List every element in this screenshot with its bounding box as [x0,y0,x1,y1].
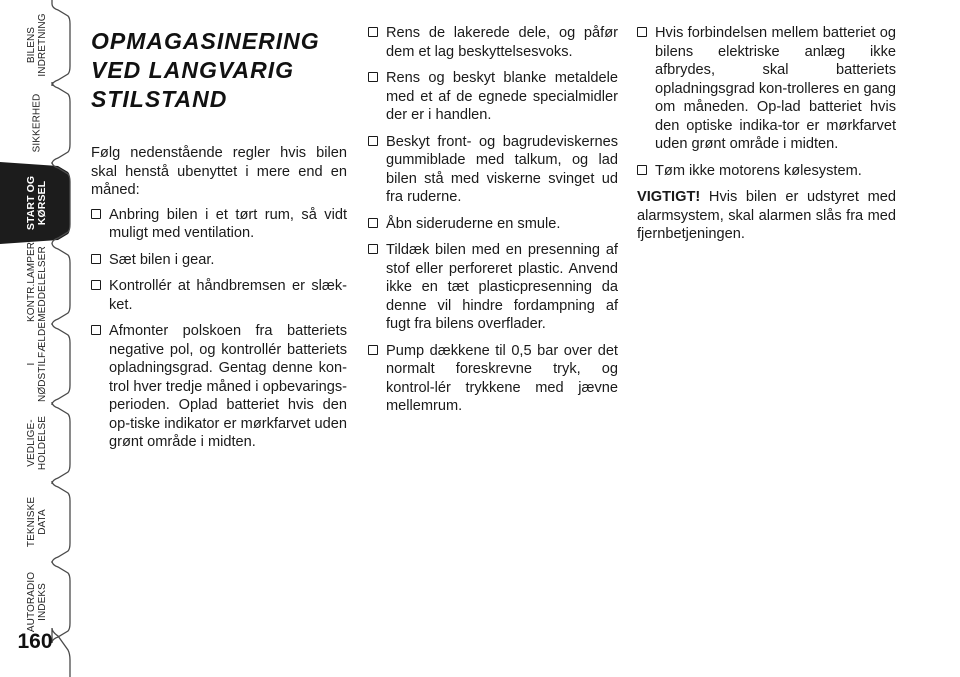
checkbox-bullet-icon [91,280,101,290]
checklist-item [91,277,347,314]
tab-tekniske-data[interactable] [0,483,74,561]
page-title [91,27,347,114]
checkbox-bullet-icon [91,325,101,335]
item-text: Afmonter polskoen fra batteriets negative pol, og kontrollér batteriets opladningsgrad. Gentag denne kon-trol hver tredje måned i opbevarings-perioden. Oplad batteriet hvis den op-tiske indikator er mørkfarvet uden grønt område i midten. [109,323,347,450]
item-text: Kontrollér at håndbremsen er slæk-ket. [109,278,347,313]
checklist-item [91,322,347,452]
tab-kontr-lamper[interactable] [0,241,74,323]
item-text: Beskyt front- og bagrudeviskernes gummiblade med talkum, og lad bilen stå med viskerne svinget ud fra ruderne. [386,133,618,205]
item-text: Åbn sideruderne en smule. [386,215,561,232]
item-text: Sæt bilen i gear. [109,251,215,268]
checklist-item [91,206,347,243]
page-number: 160 [17,630,53,653]
checkbox-bullet-icon [637,27,647,37]
title-line: VED LANGVARIG [91,57,294,83]
tab-label: KONTR.LAMPER MEDDELELSER [26,241,48,322]
warning-note [637,188,896,244]
tab-label: TEKNISKE DATA [26,496,48,548]
warning-text: Hvis bilen er udstyret med alarmsystem, skal alarmen slås fra med fjernbetjeningen. [637,189,896,242]
checklist-item [368,24,618,61]
checklist-item [637,24,896,154]
item-text: Tøm ikke motorens kølesystem. [655,162,862,179]
tab-label: VEDLIGE- HOLDELSE [26,415,48,471]
title-line: STILSTAND [91,86,228,112]
checkbox-bullet-icon [368,27,378,37]
item-text: Anbring bilen i et tørt rum, så vidt muligt med ventilation. [109,206,347,241]
tab-vedligeholdelse[interactable] [0,404,74,482]
tab-label: AUTORADIO INDEKS [26,571,48,633]
item-text: Rens de lakerede dele, og påfør dem et lag beskyttelsesvoks. [386,25,618,60]
tab-label: I NØDSTILFÆLDE [26,321,48,402]
checkbox-bullet-icon [368,136,378,146]
content-column-2 [368,24,618,424]
checklist-item [91,251,347,270]
title-line: OPMAGASINERING [91,28,320,54]
checklist-item [637,162,896,181]
item-text: Hvis forbindelsen mellem batteriet og bilens elektriske anlæg ikke afbrydes, skal batteriets opladningsgrad kon-trolleres en gang om måneden. Op-lad batteriet hvis den optiske indika-tor er mørkfarvet uden grønt område i midten. [655,25,896,152]
checklist-item [368,215,618,234]
checkbox-bullet-icon [368,218,378,228]
section-tab-strip [0,0,74,677]
checkbox-bullet-icon [368,345,378,355]
tab-sikkerhed[interactable] [0,84,74,162]
content-column-3 [637,24,896,258]
checklist-item [368,241,618,334]
tab-label: START OG KØRSEL [25,175,48,231]
tab-label: SIKKERHED [31,93,43,153]
tab-start-og-korsel[interactable] [0,164,74,242]
item-text: Rens og beskyt blanke metaldele med et af de egnede specialmidler der er i handlen. [386,70,618,123]
content-column-1 [91,24,347,460]
item-text: Tildæk bilen med en presenning af stof eller perforeret plastic. Anvend ikke en tæt plasticpresenning da denne vil hindre fordampning af fugt fra bilens overflader. [386,242,618,332]
checkbox-bullet-icon [91,254,101,264]
checkbox-bullet-icon [637,165,647,175]
checklist-item [368,133,618,207]
warning-label: VIGTIGT! [637,189,701,205]
checkbox-bullet-icon [91,209,101,219]
checkbox-bullet-icon [368,244,378,254]
tab-bilens-indretning[interactable] [0,6,74,84]
checklist-item [368,69,618,125]
checkbox-bullet-icon [368,72,378,82]
intro-paragraph: Følg nedenstående regler hvis bilen skal henstå ubenyttet i mere end en måned: [91,145,347,198]
item-text: Pump dækkene til 0,5 bar over det normalt foreskrevne tryk, og kontrol-lér trykkene med jævne mellemrum. [386,342,618,414]
checklist-item [368,342,618,416]
tab-i-nodstilfaelde[interactable] [0,321,74,403]
tab-label: BILENS INDRETNING [26,13,48,77]
